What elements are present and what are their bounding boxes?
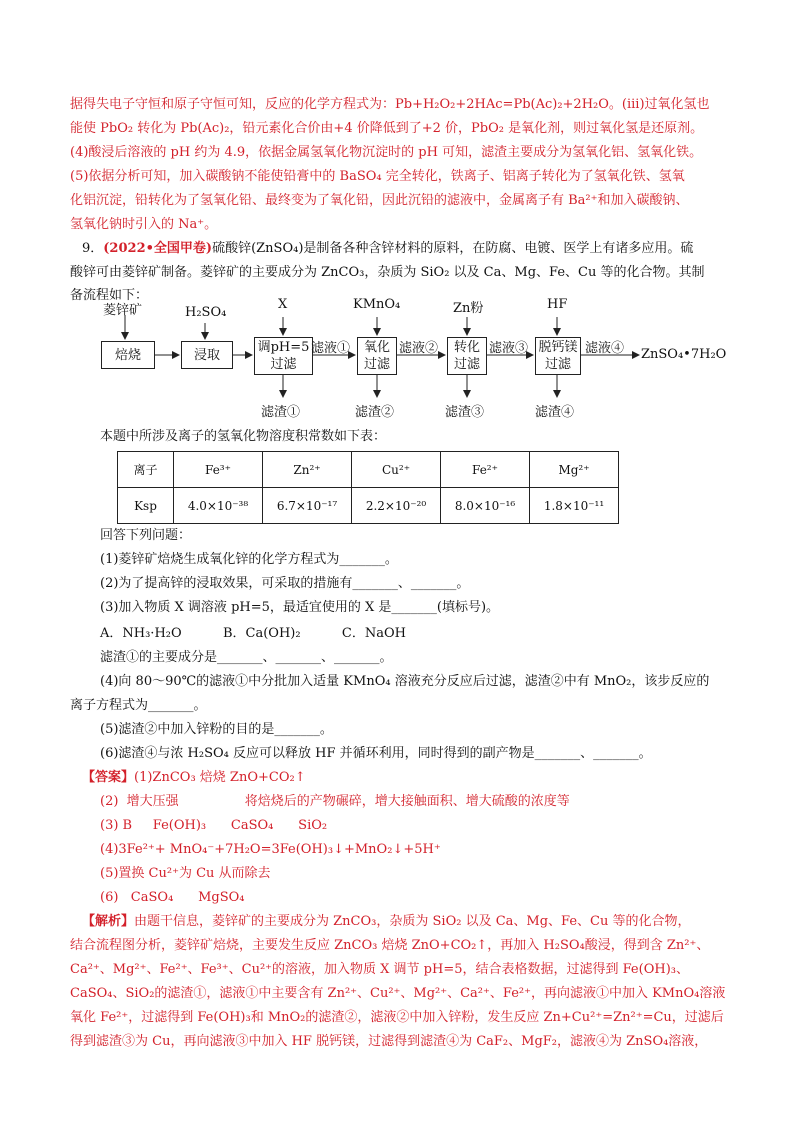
analysis-line-4: CaSO₄、SiO₂的滤渣①，滤液①中主要含有 Zn²⁺、Cu²⁺、Mg²⁺、Ca²⁺、Fe²⁺，再向滤液①中加入 KMnO₄溶液 (70, 986, 726, 1001)
subq-6: (6)滤渣④与浓 H₂SO₄ 反应可以释放 HF 并循环利用，同时得到的副产物是_______、_______。 (100, 746, 652, 761)
subq-1: (1)菱锌矿焙烧生成氧化锌的化学方程式为_______。 (100, 552, 398, 567)
analysis-line-2: 结合流程图分析，菱锌矿焙烧，主要发生反应 ZnCO₃ 焙烧 ZnO+CO₂↑，再加入 H₂SO₄酸浸，得到含 Zn²⁺、 (70, 938, 710, 953)
table-cell: 离子 (118, 452, 174, 488)
answer-1: (1)ZnCO₃ 焙烧 ZnO+CO₂↑ (134, 770, 306, 785)
flow-reagent-x: X (278, 297, 288, 312)
flow-step-convert: 转化 过滤 (447, 337, 487, 375)
subq-3-options: A．NH₃·H₂O B．Ca(OH)₂ C．NaOH (100, 626, 406, 641)
flow-raw-material: 菱锌矿 (103, 303, 143, 318)
question-number: 9． (82, 241, 104, 256)
subq-4b: 离子方程式为_______。 (70, 698, 207, 713)
table-cell: 8.0×10⁻¹⁶ (441, 488, 530, 524)
table-cell: 1.8×10⁻¹¹ (530, 488, 619, 524)
flow-step-leach: 浸取 (181, 341, 233, 369)
flow-residue-2: 滤渣② (355, 405, 395, 420)
table-cell: Zn²⁺ (263, 452, 352, 488)
answer-tag: 【答案】 (82, 770, 135, 785)
analysis-line-6: 得到滤渣③为 Cu，再向滤液③中加入 HF 脱钙镁，过滤得到滤渣④为 CaF₂、MgF₂，滤液④为 ZnSO₄溶液， (70, 1034, 708, 1049)
analysis-text-1: 由题干信息，菱锌矿的主要成分为 ZnCO₃，杂质为 SiO₂ 以及 Ca、Mg、Fe、Cu 等的化合物， (134, 914, 691, 929)
process-flow-diagram (95, 293, 735, 423)
answer-5: (5)置换 Cu²⁺为 Cu 从而除去 (100, 866, 271, 881)
subq-3: (3)加入物质 X 调溶液 pH=5，最适宜使用的 X 是_______(填标号)。 (100, 600, 500, 615)
table-row (118, 452, 619, 488)
question-line-3: 备流程如下： (70, 288, 149, 303)
subq-5: (5)滤渣②中加入锌粉的目的是_______。 (100, 722, 333, 737)
question-line-1 (82, 239, 747, 259)
subq-3b: 滤渣①的主要成分是_______、_______、_______。 (100, 650, 393, 665)
analysis-line-3: Ca²⁺、Mg²⁺、Fe²⁺、Fe³⁺、Cu²⁺的溶液，加入物质 X 调节 pH=5，结合表格数据，过滤得到 Fe(OH)₃、 (70, 962, 689, 977)
flow-step-roast: 焙烧 (101, 341, 155, 369)
explanation-line-3: (4)酸浸后溶液的 pH 约为 4.9，依据金属氢氧化物沉淀时的 pH 可知，滤渣主要成分为氢氧化铝、氢氧化铁。 (70, 145, 703, 160)
explanation-line-2: 能使 PbO₂ 转化为 Pb(Ac)₂，铅元素化合价由+4 价降低到了+2 价，PbO₂ 是氧化剂，则过氧化氢是还原剂。 (70, 121, 704, 136)
flow-filtrate-3: 滤液③ (489, 341, 529, 356)
table-cell: Cu²⁺ (352, 452, 441, 488)
analysis-line-1 (82, 912, 747, 932)
table-cell: 6.7×10⁻¹⁷ (263, 488, 352, 524)
answer-6: (6) CaSO₄ MgSO₄ (100, 890, 245, 905)
question-line-2: 酸锌可由菱锌矿制备。菱锌矿的主要成分为 ZnCO₃，杂质为 SiO₂ 以及 Ca、Mg、Fe、Cu 等的化合物。其制 (70, 265, 705, 280)
flow-step-adjust-ph: 调pH=5 过滤 (254, 337, 313, 375)
flow-residue-1: 滤渣① (261, 405, 301, 420)
table-cell: Fe²⁺ (441, 452, 530, 488)
table-cell: Fe³⁺ (174, 452, 263, 488)
flow-reagent-zn: Zn粉 (453, 301, 484, 316)
explanation-line-4: (5)依据分析可知，加入碳酸钠不能使铅膏中的 BaSO₄ 完全转化，铁离子、铝离子转化为了氢氧化铁、氢氧 (70, 169, 685, 184)
flow-filtrate-4: 滤液④ (585, 341, 625, 356)
analysis-line-5: 氧化 Fe²⁺，过滤得到 Fe(OH)₃和 MnO₂的滤渣②，滤液②中加入锌粉，发生反应 Zn+Cu²⁺=Zn²⁺=Cu，过滤后 (70, 1010, 724, 1025)
flow-filtrate-2: 滤液② (399, 341, 439, 356)
subq-2: (2)为了提高锌的浸取效果，可采取的措施有_______、_______。 (100, 576, 470, 591)
table-cell: Mg²⁺ (530, 452, 619, 488)
table-cell: 2.2×10⁻²⁰ (352, 488, 441, 524)
explanation-line-6: 氢氧化钠时引入的 Na⁺。 (70, 217, 218, 232)
flow-residue-4: 滤渣④ (535, 405, 575, 420)
answer-2: (2) 增大压强 将焙烧后的产物碾碎，增大接触面积、增大硫酸的浓度等 (100, 794, 570, 809)
table-intro: 本题中所涉及离子的氢氧化物溶度积常数如下表： (100, 429, 387, 444)
flow-step-oxidize: 氧化 过滤 (357, 337, 397, 375)
flow-filtrate-1: 滤液① (311, 341, 351, 356)
ksp-table (117, 451, 619, 524)
flow-reagent-h2so4: H₂SO₄ (185, 305, 227, 320)
analysis-tag: 【解析】 (82, 914, 135, 929)
question-text-1: 硫酸锌(ZnSO₄)是制备各种含锌材料的原料，在防腐、电镀、医学上有诸多应用。硫 (212, 241, 694, 256)
question-source: (2022•全国甲卷) (103, 241, 213, 256)
answer-3: (3) B Fe(OH)₃ CaSO₄ SiO₂ (100, 818, 328, 833)
explanation-line-5: 化铝沉淀，铅转化为了氢氧化铅、最终变为了氧化铅，因此沉铅的滤液中，金属离子有 Ba²⁺和加入碳酸钠、 (70, 193, 689, 208)
table-cell: Ksp (118, 488, 174, 524)
answer-line-1 (82, 768, 747, 788)
answer-4: (4)3Fe²⁺+ MnO₄⁻+7H₂O=3Fe(OH)₃↓+MnO₂↓+5H⁺ (100, 842, 441, 857)
flow-reagent-kmno4: KMnO₄ (353, 297, 401, 312)
subq-intro: 回答下列问题： (100, 528, 192, 543)
flow-reagent-hf: HF (547, 297, 568, 312)
flow-residue-3: 滤渣③ (445, 405, 485, 420)
explanation-line-1: 据得失电子守恒和原子守恒可知，反应的化学方程式为：Pb+H₂O₂+2HAc=Pb(Ac)₂+2H₂O。(iii)过氧化氢也 (70, 97, 710, 112)
flow-product: ZnSO₄•7H₂O (641, 347, 727, 362)
table-row (118, 488, 619, 524)
subq-4a: (4)向 80～90℃的滤液①中分批加入适量 KMnO₄ 溶液充分反应后过滤，滤渣②中有 MnO₂，该步反应的 (100, 674, 710, 689)
flow-step-decalcify: 脱钙镁 过滤 (535, 337, 581, 375)
table-cell: 4.0×10⁻³⁸ (174, 488, 263, 524)
